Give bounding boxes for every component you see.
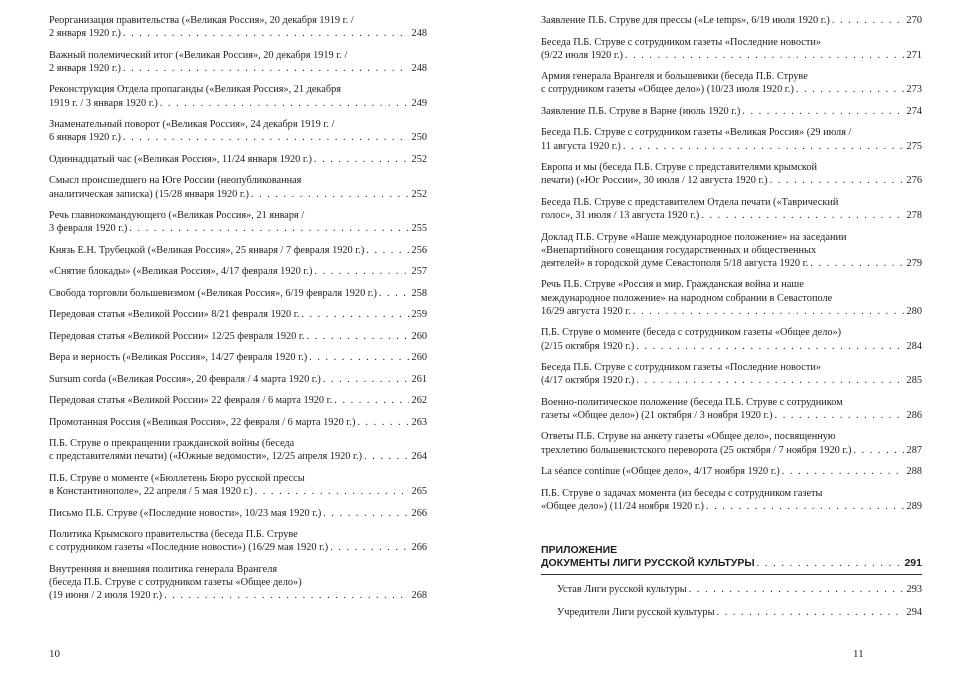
toc-entry[interactable] (49, 265, 427, 278)
toc-entry-last-line (49, 485, 427, 498)
leader-dots (314, 265, 408, 278)
toc-page-number: 262 (411, 395, 427, 407)
toc-entry-line: Ответы П.Б. Струве на анкету газеты «Общее дело», посвященную (541, 431, 836, 443)
toc-entry[interactable] (541, 396, 922, 422)
toc-entry-title: Заявление П.Б. Струве для прессы («Le temps», 6/19 июля 1920 г.) (541, 15, 830, 26)
appendix-rule (541, 574, 922, 575)
toc-entry-title: 16/29 августа 1920 г. (541, 305, 631, 317)
toc-entry-title: Заявление П.Б. Струве в Варне (июль 1920 г.) (541, 105, 741, 117)
toc-entry-last-line (541, 500, 922, 513)
appendix-section (541, 544, 922, 629)
toc-entry-title: «Общее дело») (11/24 ноября 1920 г.) (541, 500, 704, 512)
toc-entry-last-line (49, 97, 427, 110)
toc-entry-last-line (557, 606, 922, 619)
toc-entry-last-line (49, 244, 427, 257)
toc-page-number: 279 (906, 257, 922, 269)
toc-entry-title: 3 февраля 1920 г.) (49, 223, 128, 235)
toc-page-number: 293 (906, 584, 922, 595)
toc-entry-last-line (541, 257, 922, 270)
toc-page-number: 252 (411, 153, 427, 165)
toc-page-number: 284 (906, 340, 922, 352)
toc-entry-last-line (49, 27, 427, 40)
toc-entry-line: Беседа П.Б. Струве с сотрудником газеты «Последние новости» (541, 36, 821, 48)
toc-page-number: 268 (411, 590, 427, 602)
toc-entry-last-line (557, 583, 922, 596)
toc-page-number: 274 (906, 105, 922, 117)
toc-page-number: 286 (906, 409, 922, 421)
leader-dots (301, 308, 408, 321)
toc-page-number: 248 (411, 28, 427, 40)
toc-page-number: 259 (411, 309, 427, 321)
toc-entry-line: Речь П.Б. Струве «Россия и мир. Гражданская война и наше (541, 279, 804, 291)
toc-page-number: 260 (411, 352, 427, 364)
toc-page-number: 249 (411, 97, 427, 109)
toc-entry-last-line (49, 507, 427, 520)
toc-entry-last-line (49, 330, 427, 343)
toc-entry[interactable] (49, 563, 427, 603)
toc-entry[interactable] (49, 528, 427, 554)
leader-dots (123, 62, 409, 75)
leader-dots (323, 373, 409, 386)
toc-entry[interactable] (49, 244, 427, 257)
toc-entry-line: П.Б. Струве о моменте (беседа с сотрудником газеты «Общее дело») (541, 327, 842, 339)
toc-entry-last-line (541, 340, 922, 353)
toc-entry[interactable] (541, 161, 922, 187)
toc-entry[interactable] (541, 361, 922, 387)
toc-entry-last-line (49, 188, 427, 201)
leader-dots (636, 340, 903, 353)
left-toc-list (49, 14, 427, 611)
toc-entry-last-line (541, 140, 922, 153)
leader-dots (255, 485, 409, 498)
toc-entry-last-line (49, 416, 427, 429)
leader-dots (160, 97, 409, 110)
toc-entry-line: Реорганизация правительства («Великая Россия», 20 декабря 1919 г. / (49, 15, 354, 26)
leader-dots (770, 174, 904, 187)
leader-dots (309, 351, 408, 364)
toc-entry-last-line (541, 374, 922, 387)
toc-entry-line: Доклад П.Б. Струве «Наше международное положение» на заседании (541, 231, 847, 243)
leader-dots (636, 374, 903, 387)
leader-dots (633, 305, 904, 318)
toc-page-number: 265 (411, 486, 427, 498)
leader-dots (796, 83, 904, 96)
toc-page-number: 248 (411, 62, 427, 74)
toc-entry-line: Речь главнокомандующего («Великая Россия», 21 января / (49, 210, 305, 222)
toc-entry-title: La séance continue («Общее дело», 4/17 ноября 1920 г.) (541, 466, 780, 478)
toc-entry-last-line (541, 305, 922, 318)
toc-entry-title: газеты «Общее дело») (21 октября / 3 ноября 1920 г.) (541, 409, 773, 421)
toc-entry[interactable] (49, 472, 427, 498)
toc-entry-last-line (49, 351, 427, 364)
toc-entry-last-line (541, 465, 922, 478)
toc-entry[interactable] (541, 126, 922, 152)
toc-entry-title: 1919 г. / 3 января 1920 г.) (49, 97, 158, 109)
leader-dots (379, 287, 409, 300)
toc-entry[interactable] (541, 278, 922, 318)
toc-entry[interactable] (541, 70, 922, 96)
toc-entry-last-line (49, 373, 427, 386)
toc-entry-last-line (541, 83, 922, 96)
leader-dots (123, 27, 409, 40)
toc-entry[interactable] (49, 507, 427, 520)
leader-dots (330, 541, 408, 554)
toc-page-number: 266 (411, 507, 427, 519)
toc-entry-last-line (541, 209, 922, 222)
leader-dots (832, 14, 904, 27)
toc-entry-last-line (49, 541, 427, 554)
toc-entry[interactable] (541, 14, 922, 27)
toc-entry-line: Европа и мы (беседа П.Б. Струве с представителями крымской (541, 162, 818, 174)
toc-page-number: 258 (411, 287, 427, 299)
toc-entry-title: Одиннадцатый час («Великая Россия», 11/24 января 1920 г.) (49, 153, 312, 165)
toc-entry-last-line (541, 14, 922, 27)
toc-entry-line: Беседа П.Б. Струве с сотрудником газеты «Последние новости» (541, 362, 821, 374)
toc-page-number: 280 (906, 305, 922, 317)
toc-entry-title: 11 августа 1920 г.) (541, 140, 621, 152)
toc-entry-line: Смысл происшедшего на Юге России (неопубликованная (49, 175, 302, 187)
leader-dots (706, 500, 904, 513)
toc-entry-last-line (541, 444, 922, 457)
leader-dots (251, 188, 409, 201)
toc-entry-line: Политика Крымского правительства (беседа П.Б. Струве (49, 529, 298, 541)
toc-entry-title: Передовая статья «Великой России» 8/21 февраля 1920 г. (49, 309, 300, 321)
toc-entry-last-line (541, 409, 922, 422)
toc-page-number: 278 (906, 210, 922, 222)
toc-entry-title: голос», 31 июля / 13 августа 1920 г.) (541, 210, 700, 222)
toc-entry-line: П.Б. Струве о задачах момента (из беседы с сотрудником газеты (541, 487, 823, 499)
appendix-subheading-row[interactable] (541, 557, 922, 570)
toc-entry-title: «Снятие блокады» («Великая Россия», 4/17 февраля 1920 г.) (49, 266, 313, 278)
toc-entry[interactable] (557, 583, 922, 596)
toc-page-number: 289 (906, 500, 922, 512)
right-page-number: 11 (853, 648, 864, 660)
leader-dots (366, 244, 408, 257)
toc-entry[interactable] (49, 394, 427, 407)
toc-entry-last-line (541, 105, 922, 118)
leader-dots (129, 222, 408, 235)
toc-entry-title: трехлетию большевистского переворота (25 октября / 7 ноября 1920 г.) (541, 444, 852, 456)
leader-dots (757, 557, 902, 570)
toc-entry-title: Князь Е.Н. Трубецкой («Великая Россия», 25 января / 7 февраля 1920 г.) (49, 244, 365, 256)
toc-page-number: 255 (411, 223, 427, 235)
toc-entry-last-line (541, 49, 922, 62)
toc-entry[interactable] (49, 49, 427, 75)
leader-dots (164, 589, 408, 602)
left-page-number: 10 (49, 648, 60, 660)
leader-dots (364, 450, 408, 463)
toc-entry[interactable] (541, 487, 922, 513)
toc-entry-line: П.Б. Струве о прекращении гражданской войны (беседа (49, 438, 295, 450)
leader-dots (775, 409, 904, 422)
toc-page-number: 275 (906, 140, 922, 152)
toc-entry[interactable] (49, 416, 427, 429)
toc-entry-line: Знаменательный поворот («Великая Россия», 24 декабря 1919 г. / (49, 119, 335, 131)
toc-entry-line: Военно-политическое положение (беседа П.Б. Струве с сотрудником (541, 396, 843, 408)
leader-dots (742, 105, 903, 118)
toc-page-number: 294 (906, 607, 922, 619)
toc-entry-title: Sursum corda («Великая Россия», 20 февраля / 4 марта 1920 г.) (49, 373, 321, 385)
leader-dots (334, 394, 408, 407)
toc-entry[interactable] (557, 606, 922, 619)
appendix-heading: ПРИЛОЖЕНИЕ (541, 544, 618, 556)
toc-entry[interactable] (541, 36, 922, 62)
toc-entry-last-line (49, 589, 427, 602)
leader-dots (357, 416, 408, 429)
toc-entry[interactable] (49, 287, 427, 300)
toc-page-number: 264 (411, 451, 427, 463)
toc-page-number: 273 (906, 84, 922, 96)
toc-entry-title: 2 января 1920 г.) (49, 28, 121, 40)
toc-page-number: 261 (411, 373, 427, 385)
toc-entry-last-line (49, 62, 427, 75)
leader-dots (623, 140, 904, 153)
toc-page-number: 285 (906, 375, 922, 387)
toc-entry-line: (беседа П.Б. Струве с сотрудником газеты «Общее дело») (49, 577, 302, 589)
toc-entry[interactable] (49, 83, 427, 109)
toc-entry-last-line (49, 394, 427, 407)
toc-entry-title: Передовая статья «Великой России» 22 февраля / 6 марта 1920 г. (49, 395, 333, 407)
toc-page-number: 266 (411, 542, 427, 554)
toc-entry-title: Письмо П.Б. Струве («Последние новости», 10/23 мая 1920 г.) (49, 507, 322, 519)
toc-entry-title: с сотрудником газеты «Общее дело») (10/23 июля 1920 г.) (541, 84, 794, 96)
toc-entry-title: с сотрудником газеты «Последние новости») (16/29 мая 1920 г.) (49, 542, 329, 554)
toc-entry-line: международное положение» на народном собрании в Севастополе (541, 292, 833, 304)
leader-dots (716, 606, 903, 619)
toc-page-number: 252 (411, 188, 427, 200)
toc-entry[interactable] (49, 308, 427, 321)
toc-entry[interactable] (541, 105, 922, 118)
toc-page-number: 276 (906, 175, 922, 187)
leader-dots (625, 49, 904, 62)
toc-entry[interactable] (541, 430, 922, 456)
toc-entry-last-line (49, 153, 427, 166)
toc-page-number: 250 (411, 132, 427, 144)
toc-entry-title: Передовая статья «Великой России» 12/25 февраля 1920 г. (49, 330, 305, 342)
toc-page-number: 257 (411, 266, 427, 278)
toc-entry-title: печати) («Юг России», 30 июля / 12 августа 1920 г.) (541, 175, 768, 187)
leader-dots (689, 583, 904, 596)
toc-entry-line: Беседа П.Б. Струве с сотрудником газеты «Великая Россия» (29 июля / (541, 127, 852, 139)
toc-page-number: 288 (906, 466, 922, 478)
leader-dots (123, 131, 409, 144)
toc-entry[interactable] (49, 209, 427, 235)
toc-entry[interactable] (49, 330, 427, 343)
toc-entry-title: аналитическая записка) (15/28 января 1920 г.) (49, 188, 249, 200)
toc-entry-last-line (49, 265, 427, 278)
toc-entry-title: (19 июня / 2 июля 1920 г.) (49, 590, 163, 602)
toc-entry-last-line (49, 222, 427, 235)
toc-entry[interactable] (49, 437, 427, 463)
toc-entry[interactable] (49, 174, 427, 200)
toc-entry-last-line (49, 131, 427, 144)
toc-entry-title: с представителями печати) («Южные ведомости», 12/25 апреля 1920 г.) (49, 451, 363, 463)
toc-page-number: 260 (411, 330, 427, 342)
toc-entry-last-line (541, 174, 922, 187)
toc-entry[interactable] (49, 14, 427, 40)
toc-entry-title: Устав Лиги русской культуры (557, 584, 687, 595)
toc-entry-last-line (49, 450, 427, 463)
toc-entry-line: П.Б. Струве о моменте («Бюллетень Бюро русской прессы (49, 472, 305, 484)
toc-entry-last-line (49, 287, 427, 300)
toc-entry-line: Беседа П.Б. Струве с представителем Отдела печати («Таврический (541, 196, 839, 208)
toc-entry[interactable] (541, 196, 922, 222)
leader-dots (323, 507, 408, 520)
right-page (477, 0, 954, 674)
toc-entry-last-line (49, 308, 427, 321)
appendix-subheading: ДОКУМЕНТЫ ЛИГИ РУССКОЙ КУЛЬТУРЫ (541, 557, 755, 569)
appendix-items (541, 583, 922, 619)
toc-page-number: 263 (411, 416, 427, 428)
toc-entry-title: Свобода торговли большевизмом («Великая Россия», 6/19 февраля 1920 г.) (49, 287, 377, 299)
toc-entry-title: (2/15 октября 1920 г.) (541, 340, 635, 352)
toc-entry[interactable] (541, 465, 922, 478)
toc-entry-title: (4/17 октября 1920 г.) (541, 375, 635, 387)
toc-entry-title: в Константинополе», 22 апреля / 5 мая 1920 г.) (49, 486, 253, 498)
toc-entry-line: Внутренняя и внешняя политика генерала Врангеля (49, 563, 278, 575)
toc-entry-title: Промотанная Россия («Великая Россия», 22 февраля / 6 марта 1920 г.) (49, 416, 356, 428)
toc-page-number: 271 (906, 49, 922, 61)
toc-entry[interactable] (49, 118, 427, 144)
leader-dots (307, 330, 409, 343)
leader-dots (314, 153, 409, 166)
toc-entry-line: Армия генерала Врангеля и большевики (беседа П.Б. Струве (541, 71, 808, 83)
toc-entry[interactable] (541, 326, 922, 352)
toc-entry-title: Учредители Лиги русской культуры (557, 607, 715, 619)
toc-entry-title: деятелей» в городской думе Севастополя 5/18 августа 1920 г. (541, 257, 809, 269)
right-toc-list (541, 14, 922, 521)
toc-entry-title: 2 января 1920 г.) (49, 62, 121, 74)
appendix-page-number: 291 (904, 557, 922, 569)
toc-entry-line: Реконструкция Отдела пропаганды («Великая Россия», 21 декабря (49, 84, 341, 96)
toc-page-number: 287 (906, 444, 922, 456)
toc-entry-title: Вера и верность («Великая Россия», 14/27 февраля 1920 г.) (49, 352, 308, 364)
toc-entry[interactable] (49, 153, 427, 166)
leader-dots (810, 257, 903, 270)
leader-dots (701, 209, 903, 222)
toc-page-number: 270 (906, 15, 922, 26)
toc-entry-line: «Внепартийного совещания государственных и общественных (541, 244, 817, 256)
toc-page-number: 256 (411, 244, 427, 256)
toc-entry-title: 6 января 1920 г.) (49, 132, 121, 144)
toc-entry[interactable] (49, 351, 427, 364)
leader-dots (853, 444, 903, 457)
toc-entry[interactable] (49, 373, 427, 386)
toc-entry[interactable] (541, 231, 922, 271)
leader-dots (782, 465, 904, 478)
toc-entry-line: Важный полемический итог («Великая Россия», 20 декабря 1919 г. / (49, 49, 348, 61)
toc-entry-title: (9/22 июля 1920 г.) (541, 49, 623, 61)
